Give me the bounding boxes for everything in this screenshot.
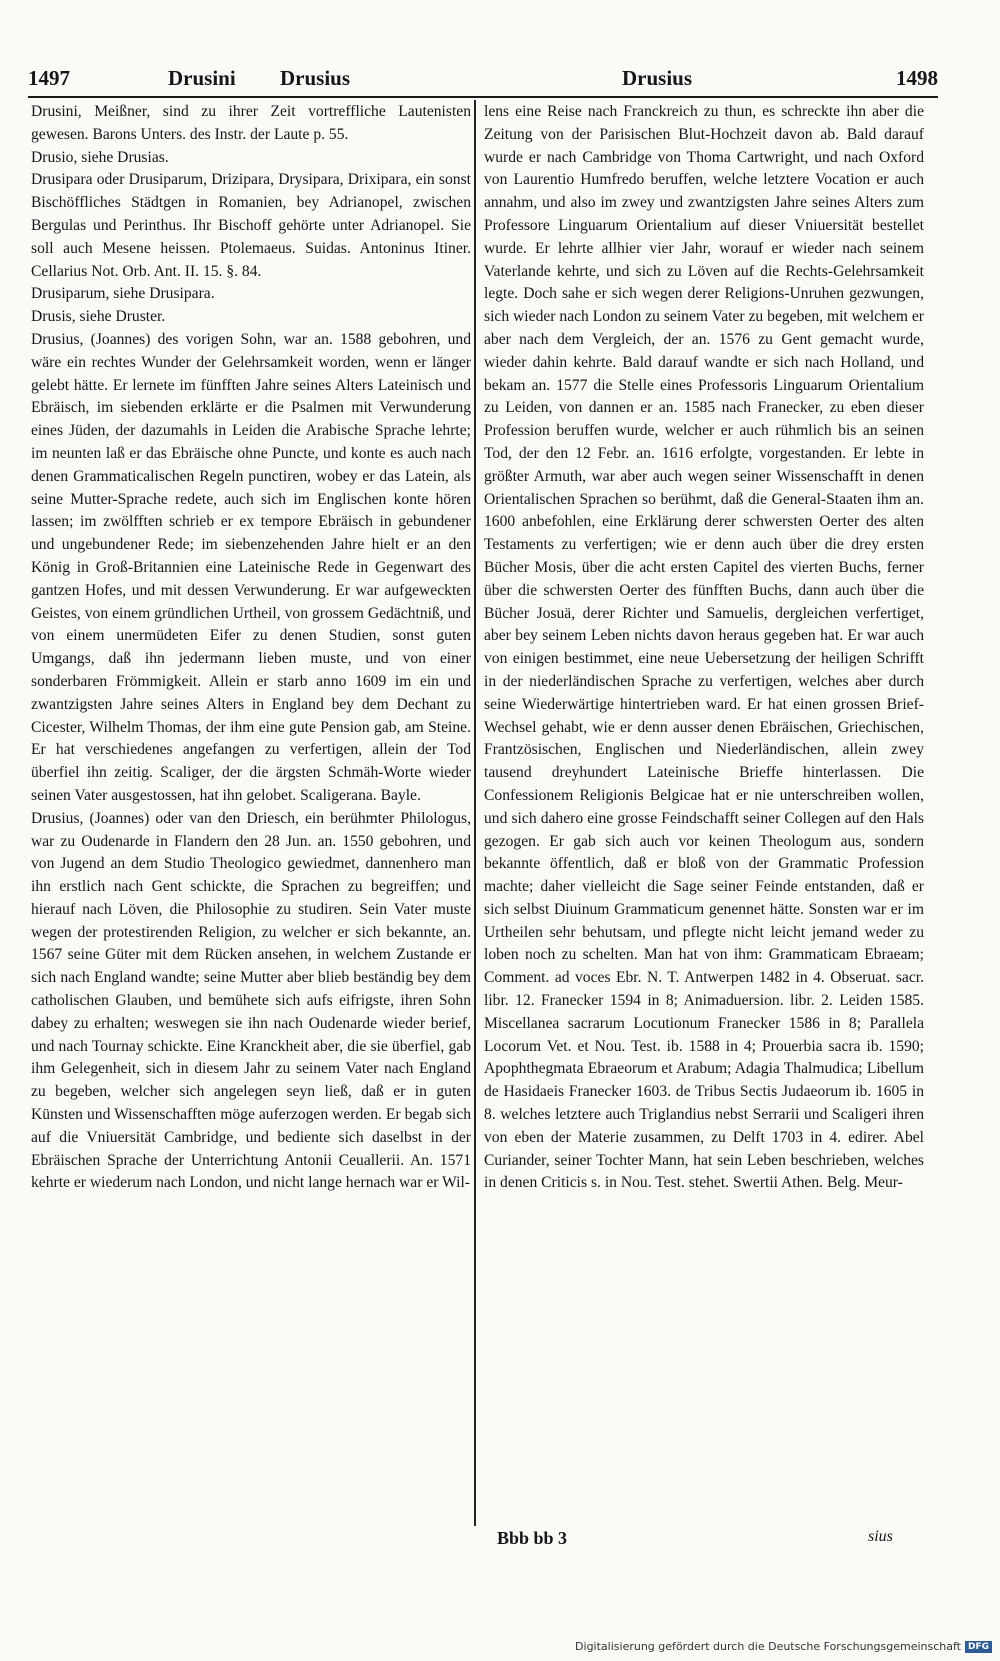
catchword: sius — [868, 1528, 893, 1545]
entry-drusiparum: Drusiparum, siehe Drusipara. — [31, 285, 215, 303]
entry-drusius-continued: lens eine Reise nach Franckreich zu thun, es schreckte ihn aber die Zeitung von der Parisischen Blut-Hochzeit davon ab. Bald darauf wurde er nach Cambridge von Thoma Cartwright, und nach Oxford von Laurentio Humfredo beruffen, welche letztere Vocation er auch annahm, und also im zwey und zwantzigsten Jahre seines Alters zum Professore Linguarum Orientalium auf dieser Vniuersität bestellet wurde. Er lehrte allhier vier Jahr, worauf er wieder nach seinem Vaterlande kehrte, und sich zu Löven auf die Rechts-Gelehrsamkeit legte. Doch sahe er sich wegen derer Religions-Unruhen gezwungen, sich wieder nach London zu seinem Vater zu begeben, mit welchem er aber nach dem Vergleich, der an. 1576 zu Gent gemacht wurde, wieder dahin kehrte. Bald darauf wandte er sich nach Holland, und bekam an. 1577 die Stelle eines Professoris Linguarum Orientalium zu Leiden, von dannen er an. 1585 nach Franecker, zu eben dieser Profession beruffen wurde, welcher er auch rühmlich bis an seinen Tod, der den 12 Febr. an. 1616 erfolgte, vorgestanden. Er lebte in größter Armuth, war aber auch wegen seiner Wissenschafft in denen Orientalischen Sprachen so berühmt, daß die General-Staaten ihm an. 1600 anbefohlen, eine Erklärung derer schwersten Oerter des alten Testaments zu verfertigen; wie er denn auch über die drey ersten Bücher Mosis, über die acht ersten Capitel des vierten Buchs, ferner über die schwersten Oerter des fünfften Buchs, dann auch über die Bücher Josuä, derer Richter und Samuelis, dergleichen verfertiget, aber bey seinem Leben nichts davon heraus gegeben hat. Er war auch von einigen bestimmet, eine neue Uebersetzung der heiligen Schrifft in der niederländischen Sprache zu verfertigen, welches aber durch seine Wiederwärtige hintertrieben ward. Er hat einen grossen Brief-Wechsel gehabt, wie er denn ausser denen Ebräischen, Griechischen, Frantzösischen, Englischen und Niederländischen, allein zwey tausend dreyhundert Lateinische Brieffe hinterlassen. Die Confessionem Religionis Belgicae hat er nie unterschreiben wollen, und sich dahero eine grosse Feindschafft seiner Collegen auf den Hals gezogen. Er gab sich auch vor keinen Theologum aus, sondern bekannte öffentlich, daß er bloß von der Grammatic Profession machte; daher vielleicht die Sage seiner Feinde entstanden, daß er sich selbst Diuinum Grammaticum genennet hätte. Sonsten war er im Urtheilen sehr behutsam, und pflegte nicht leicht jemand weder zu loben noch zu schelten. Man hat von ihm: Grammaticam Ebraeam; Comment. ad voces Ebr. N. T. Antwerpen 1482 in 4. Obseruat. sacr. libr. 12. Franecker 1594 in 8; Animaduersion. libr. 2. Leiden 1585. Miscellanea sacrarum Locutionum Franecker 1586 in 8; Parallela Locorum Vet. et Nou. Test. ib. 1588 in 4; Prouerbia sacra ib. 1590; Apophthegmata Ebraeorum et Arabum; Adagia Thalmudica; Libellum de Hasidaeis Franecker 1603. de Tribus Sectis Judaeorum ib. 1605 in 8. welches letztere auch Triglandius nebst Serrarii und Scaligeri ihren von eben der Materie zusammen, zu Delft 1703 in 4. edirer. Abel Curiander, seiner Tochter Mann, hat sein Leben beschrieben, welches in denen Criticis s. in Nou. Test. stehet. Swertii Athen. Belg. Meur- — [484, 103, 924, 1192]
entry-drusius-father: Drusius, (Joannes) oder van den Driesch, ein berühmter Philologus, war zu Oudenarde in Flandern den 28 Jun. an. 1550 gebohren, und von Jugend an dem Studio Theologico gewiedmet, dannenhero man ihn erstlich nach Gent schickte, die Sprachen zu begreiffen; und hierauf nach Löven, die Philosophie zu studiren. Sein Vater muste wegen der protestirenden Religion, zu welcher er sich bekannte, an. 1567 seine Güter mit dem Rücken ansehen, in welchem Zustande er sich nach England wandte; seine Mutter aber blieb beständig bey dem catholischen Glauben, und bemühete sich aufs eifrigste, ihren Sohn dabey zu erhalten; weswegen sie ihn nach Oudenarde wieder berief, und nach Tournay schickte. Eine Kranckheit aber, die sie überfiel, gab ihm Gelegenheit, sich in diesem Jahr zu seinem Vater nach England zu begeben, welcher sich angelegen seyn ließ, daß er in guten Künsten und Wissenschafften möge auferzogen werden. Er begab sich auf die Vniuersität Cambridge, und bediente sich daselbst in der Ebräischen Sprache der Unterrichtung Antonii Ceuallerii. An. 1571 kehrte er wiederum nach London, und nicht lange hernach war er Wil- — [31, 809, 471, 1192]
right-column — [484, 101, 924, 1195]
left-column — [31, 101, 471, 1195]
page-number-left: 1497 — [28, 66, 70, 90]
column-divider — [474, 100, 476, 1526]
header-keyword-1: Drusini — [168, 66, 236, 90]
entry-drusini: Drusini, Meißner, sind zu ihrer Zeit vortreffliche Lautenisten gewesen. Barons Unters. des Instr. der Laute p. 55. — [31, 103, 471, 143]
header-keyword-3: Drusius — [622, 66, 693, 90]
signature-mark: Bbb bb 3 — [497, 1528, 568, 1548]
entry-drusis: Drusis, siehe Druster. — [31, 308, 166, 326]
entry-drusio: Drusio, siehe Drusias. — [31, 148, 169, 166]
running-header — [28, 60, 938, 100]
header-keyword-2: Drusius — [280, 66, 351, 90]
entry-drusipara: Drusipara oder Drusiparum, Drizipara, Drysipara, Drixipara, ein sonst Bischöffliches Städtgen in Romanien, bey Adrianopel, zwischen Bergulas und Perinthus. Ihr Bischoff gehörte unter Adrianopel. Sie soll auch Mesene heissen. Ptolemaeus. Suidas. Antoninus Itiner. Cellarius Not. Orb. Ant. II. 15. §. 84. — [31, 171, 471, 280]
entry-drusius-son: Drusius, (Joannes) des vorigen Sohn, war an. 1588 gebohren, und wäre ein rechtes Wunder der Gelehrsamkeit worden, wenn er länger gelebt hätte. Er lernete im fünfften Jahre seines Alters Lateinisch und Ebräisch, im siebenden erklärte er die Psalmen mit Verwunderung eines Jüden, der dazumahls in Leiden die Arabische Sprache lehrte; im neunten laß er das Ebräische ohne Puncte, und konte es auch nach denen Grammaticalischen Regeln punctiren, wobey er das Latein, als seine Mutter-Sprache redete, auch sich im Englischen konte hören lassen; im zwölfften schrieb er ex tempore Ebräisch in gebundener und ungebundener Rede; im siebenzehenden Jahre hielt er an den König in Groß-Britannien eine Lateinische Rede in Gegenwart des gantzen Hofes, und mit dessen Verwunderung. Er war aufgeweckten Geistes, von einem gründlichen Urtheil, von grossem Gedächtniß, und von einem unermüdeten Eifer zu denen Studien, sonst guten Umgangs, daß ihn jedermann lieben muste, und von einer sonderbaren Frömmigkeit. Allein er starb anno 1609 im ein und zwantzigsten Jahre seines Alters in England bey dem Dechant zu Cicester, Wilhelm Thomas, der ihm eine gute Pension gab, am Steine. Er hat verschiedenes angefangen zu verfertigen, allein der Tod überfiel ihn zeitig. Scaliger, der die ärgsten Schmäh-Worte wieder seinen Vater ausgestossen, hat ihn gelobet. Scaligerana. Bayle. — [31, 330, 471, 804]
header-rule — [28, 96, 938, 98]
dfg-logo: DFG — [965, 1641, 992, 1653]
digitization-credit — [575, 1640, 992, 1653]
page-number-right: 1498 — [896, 66, 938, 90]
credit-text: Digitalisierung gefördert durch die Deutsche Forschungsgemeinschaft — [575, 1640, 961, 1653]
